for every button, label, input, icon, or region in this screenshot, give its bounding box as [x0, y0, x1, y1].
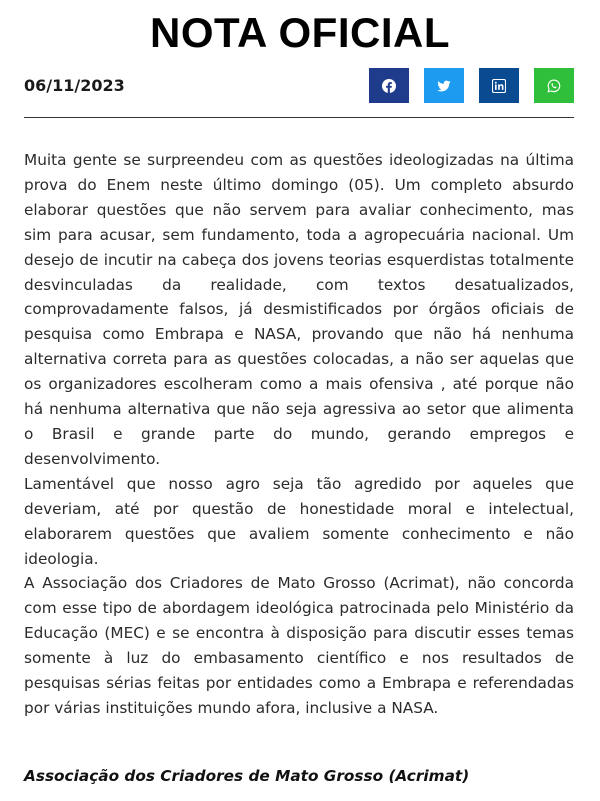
paragraph: A Associação dos Criadores de Mato Grosso (Acrimat), não concorda com esse tipo de abordagem ideológica patrocinada pelo Ministério da Educação (MEC) e se encontra à disposição para discutir esses temas somente à luz do embasamento científico e nos resultados de pesquisas sérias feitas por entidades como a Embrapa e referendadas por várias instituições mundo afora, inclusive a NASA. — [24, 574, 574, 717]
whatsapp-icon — [547, 79, 561, 93]
facebook-icon — [382, 79, 396, 93]
twitter-icon — [437, 79, 451, 93]
paragraph: Lamentável que nosso agro seja tão agredido por aqueles que deveriam, até por questão de honestidade moral e intelectual, elaborarem questões que avaliem somente conhecimento e não ideologia. — [24, 474, 574, 568]
page-title: NOTA OFICIAL — [150, 9, 450, 56]
paragraph: Muita gente se surpreendeu com as questões ideologizadas na última prova do Enem neste último domingo (05). Um completo absurdo elaborar questões que não servem para avaliar conhecimento, mas sim para acusar, sem fundamento, toda a agropecuária nacional. Um desejo de incutir na cabeça dos jovens teorias esquerdistas totalmente desvinculadas da realidade, com textos desatualizados, comprovadamente falsos, já desmistificados por órgãos oficiais de pesquisa como Embrapa e NASA, provando que não há nenhuma alternativa correta para as questões colocadas, a não ser aquelas que os organizadores escolheram como a mais ofensiva , até porque não há nenhuma alternativa que não seja agressiva ao setor que alimenta o Brasil e grande parte do mundo, gerando empregos e desenvolvimento. — [24, 151, 574, 468]
article-body — [24, 148, 574, 721]
share-whatsapp-button[interactable] — [534, 68, 574, 103]
share-twitter-button[interactable] — [424, 68, 464, 103]
signature: Associação dos Criadores de Mato Grosso (Acrimat) — [24, 767, 470, 785]
share-facebook-button[interactable] — [369, 68, 409, 103]
publish-date: 06/11/2023 — [24, 76, 125, 95]
linkedin-icon — [492, 79, 506, 93]
share-linkedin-button[interactable] — [479, 68, 519, 103]
header-divider — [24, 117, 574, 118]
